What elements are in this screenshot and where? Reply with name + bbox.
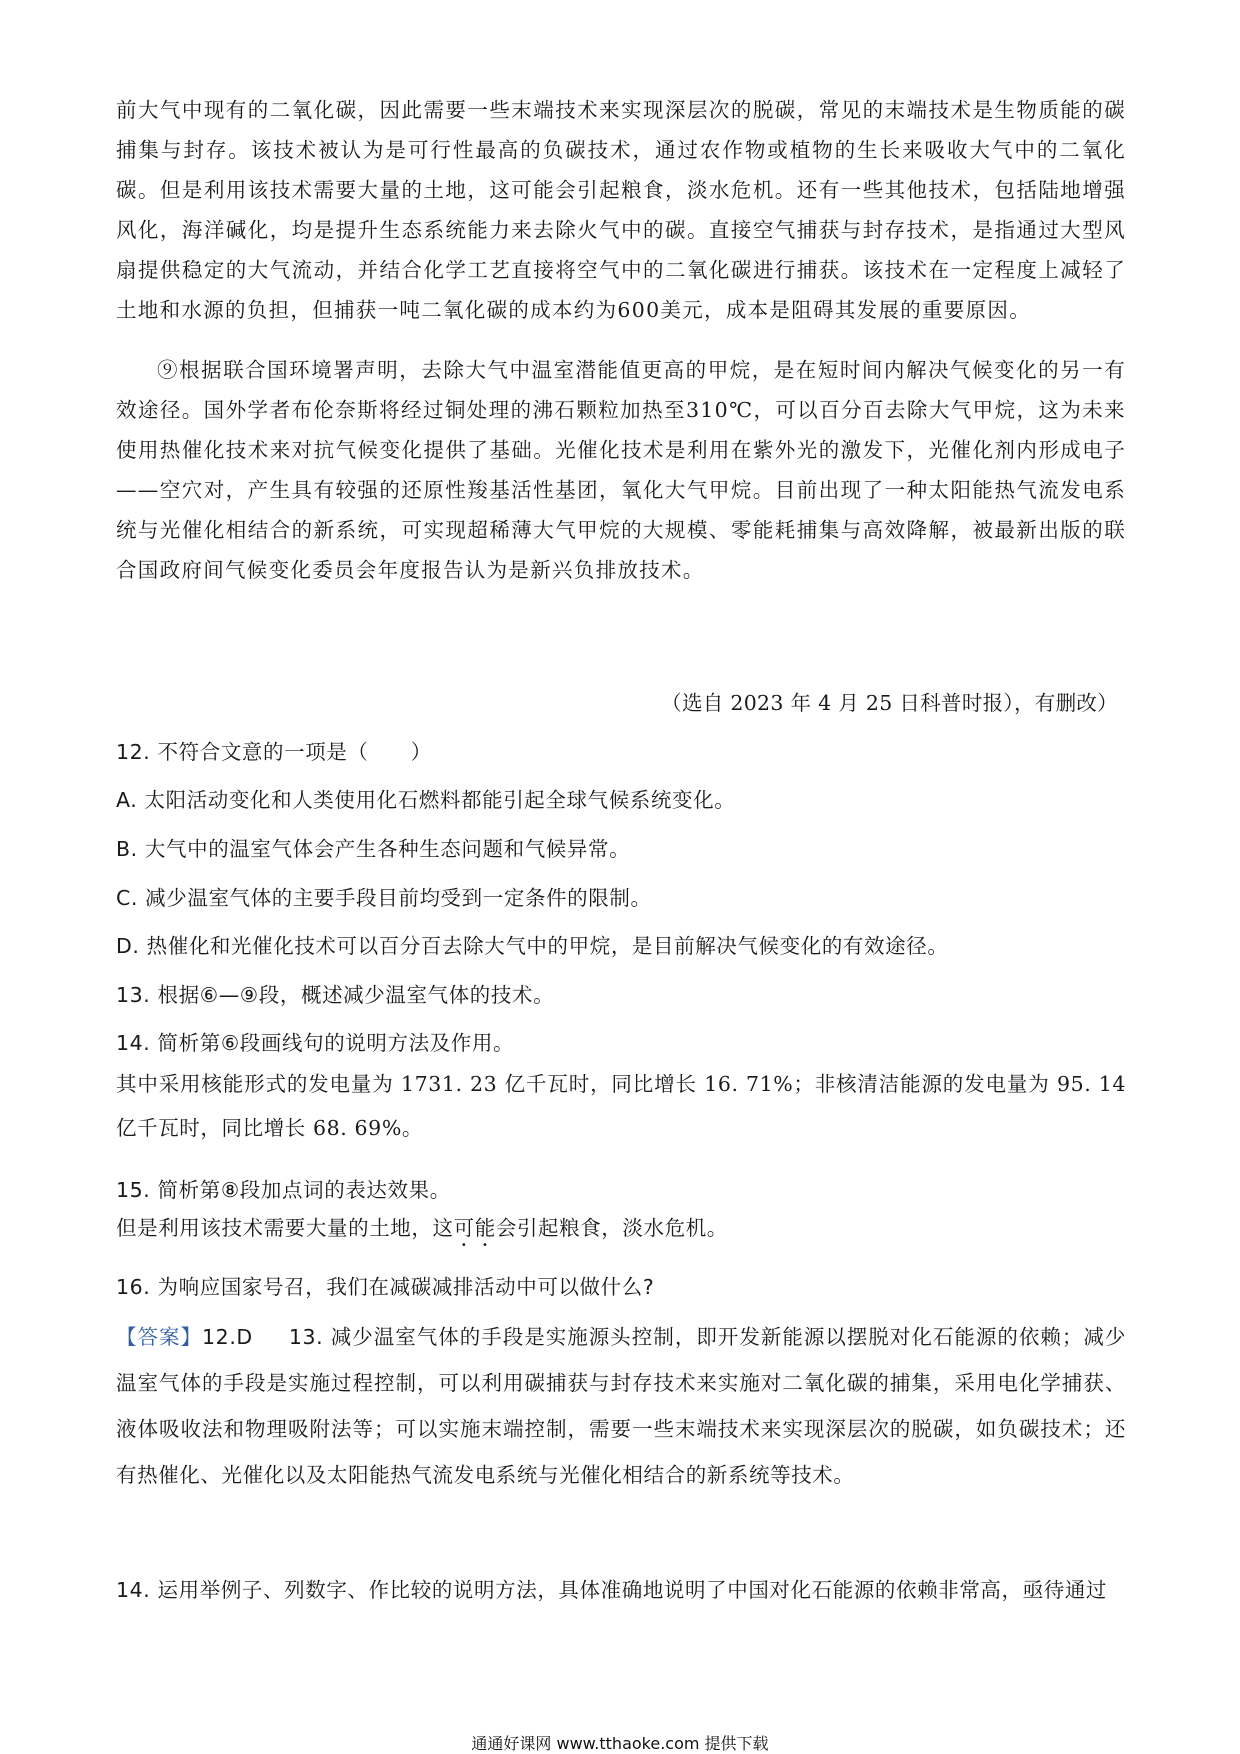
passage-paragraph-8-continued: 前大气中现有的二氧化碳，因此需要一些末端技术来实现深层次的脱碳，常见的末端技术是生物质能的碳捕集与封存。该技术被认为是可行性最高的负碳技术，通过农作物或植物的生长来吸收大气中的二氧化碳。但是利用该技术需要大量的土地，这可能会引起粮食，淡水危机。还有一些其他技术，包括陆地增强风化，海洋碱化，均是提升生态系统能力来去除火气中的碳。直接空气捕获与封存技术，是指通过大型风扇提供稳定的大气流动，并结合化学工艺直接将空气中的二氧化碳进行捕获。该技术在一定程度上减轻了土地和水源的负担，但捕获一吨二氧化碳的成本约为600美元，成本是阻碍其发展的重要原因。: [116, 98, 1126, 322]
dotted-word: 可能: [453, 1216, 496, 1240]
question-14: 14. 简析第⑥段画线句的说明方法及作用。: [116, 1031, 515, 1055]
page-footer: 通通好课网 www.tthaoke.com 提供下载: [471, 1734, 769, 1753]
answer-14: 14. 运用举例子、列数字、作比较的说明方法，具体准确地说明了中国对化石能源的依赖非常高，亟待通过: [116, 1578, 1108, 1602]
question-12-option-b: B. 大气中的温室气体会产生各种生态问题和气候异常。: [116, 837, 631, 861]
question-12-option-a: A. 太阳活动变化和人类使用化石燃料都能引起全球气候系统变化。: [116, 788, 736, 812]
question-16: 16. 为响应国家号召，我们在减碳减排活动中可以做什么?: [116, 1275, 655, 1299]
answer-12: 12.D: [202, 1325, 253, 1349]
answer-tag: 【答案】: [116, 1325, 203, 1349]
question-12-option-c: C. 减少温室气体的主要手段目前均受到一定条件的限制。: [116, 886, 652, 910]
question-13: 13. 根据⑥—⑨段，概述减少温室气体的技术。: [116, 983, 555, 1007]
quote-text-after: 会引起粮食，淡水危机。: [495, 1216, 728, 1240]
question-14-quote: 其中采用核能形式的发电量为 1731. 23 亿千瓦时，同比增长 16. 71%；非核清洁能源的发电量为 95. 14 亿千瓦时，同比增长 68. 69%。: [116, 1072, 1126, 1140]
answer-block: [116, 1314, 1126, 1498]
question-12-option-d: D. 热催化和光催化技术可以百分百去除大气中的甲烷，是目前解决气候变化的有效途径。: [116, 934, 949, 958]
quote-text-before: 但是利用该技术需要大量的土地，这: [116, 1216, 454, 1240]
passage-source: （选自 2023 年 4 月 25 日科普时报），有删改）: [661, 691, 1118, 715]
passage-paragraph-9: ⑨根据联合国环境署声明，去除大气中温室潜能值更高的甲烷，是在短时间内解决气候变化的另一有效途径。国外学者布伦奈斯将经过铜处理的沸石颗粒加热至310℃，可以百分百去除大气甲烷，这为未来使用热催化技术来对抗气候变化提供了基础。光催化技术是利用在紫外光的激发下，光催化剂内形成电子——空穴对，产生具有较强的还原性羧基活性基团，氧化大气甲烷。目前出现了一种太阳能热气流发电系统与光催化相结合的新系统，可实现超稀薄大气甲烷的大规模、零能耗捕集与高效降解，被最新出版的联合国政府间气候变化委员会年度报告认为是新兴负排放技术。: [116, 358, 1126, 582]
question-15-quote: [116, 1213, 1126, 1251]
question-15: 15. 简析第⑧段加点词的表达效果。: [116, 1178, 451, 1202]
question-12: 12. 不符合文意的一项是（ ）: [116, 740, 432, 764]
answer-13: 13. 减少温室气体的手段是实施源头控制，即开发新能源以摆脱对化石能源的依赖；减少温室气体的手段是实施过程控制，可以利用碳捕获与封存技术来实施对二氧化碳的捕集，采用电化学捕获、液体吸收法和物理吸附法等；可以实施末端控制，需要一些末端技术来实现深层次的脱碳，如负碳技术；还有热催化、光催化以及太阳能热气流发电系统与光催化相结合的新系统等技术。: [116, 1325, 1127, 1487]
